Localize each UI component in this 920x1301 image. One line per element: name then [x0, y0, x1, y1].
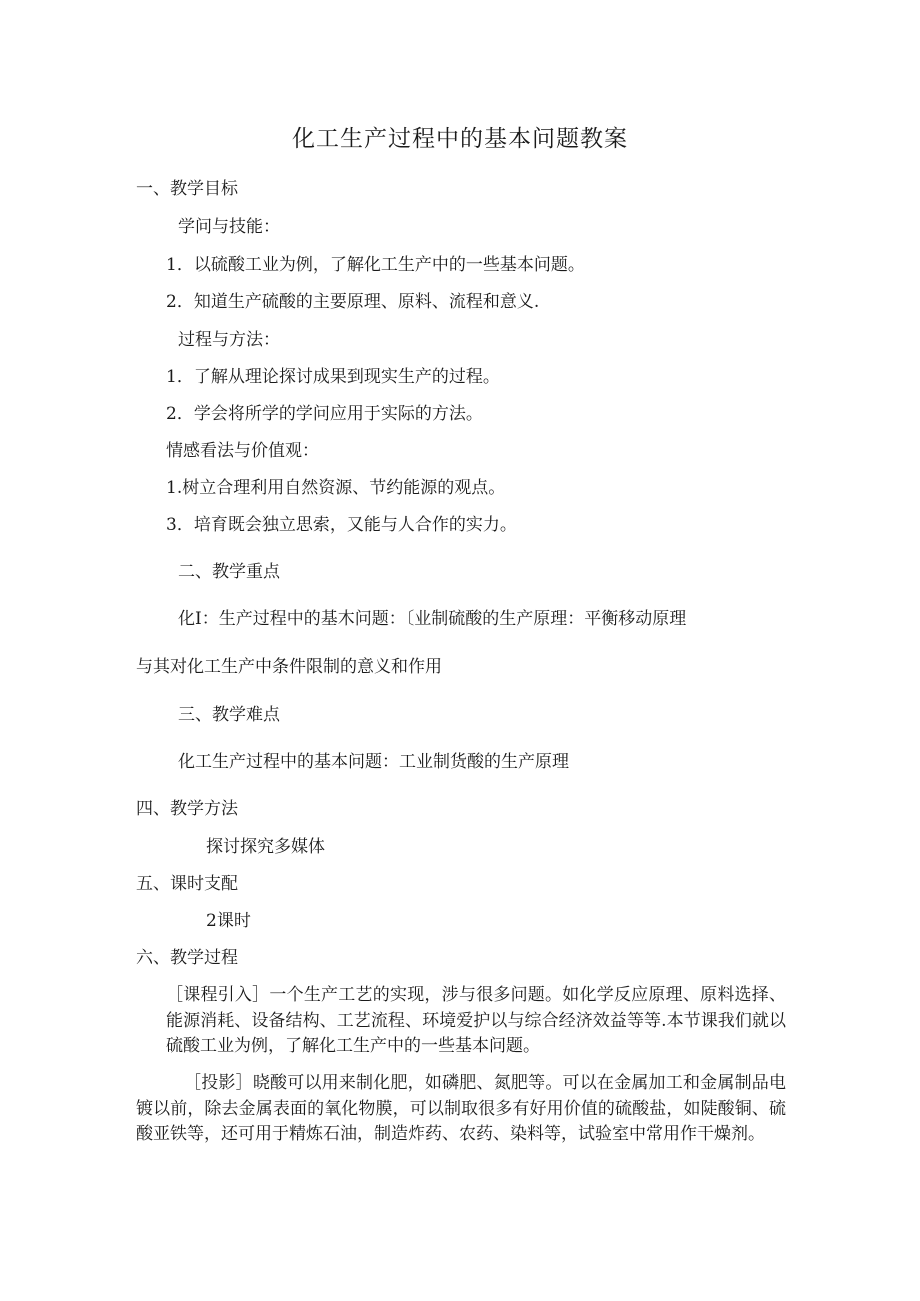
key-points-text: 化I：生产过程中的基木问题：〔业制硫酸的生产原理：平衡移动原理: [178, 609, 687, 629]
section-heading-key-points: 二、教学重点: [178, 562, 280, 582]
difficulties-text: 化工生产过程中的基本问题：工业制货酸的生产原理: [178, 752, 569, 772]
intro-paragraph: ［课程引入］一个生产工艺的实现，涉与很多问题。如化学反应原理、原料选择、能源消耗、设备结构、工艺流程、环境爱护以与综合经济效益等等.本节课我们就以硫酸工业为例，了解化工生产中的一些基本问题。: [166, 985, 786, 1056]
section-heading-methods: 四、教学方法: [136, 799, 238, 819]
projection-paragraph: ［投影］晓酸可以用来制化肥，如磷肥、氮肥等。可以在金属加工和金属制品电镀以前，除去金属表面的氧化物膜，可以制取很多有好用价值的硫酸盐，如陡酸铜、硫酸亚铁等，还可用于精炼石油，制造炸药、农药、染料等，试验室中常用作干燥剂。: [136, 1073, 786, 1144]
section-heading-objectives: 一、教学目标: [136, 179, 238, 199]
section-heading-process: 六、教学过程: [136, 948, 238, 968]
objective-item: 2．知道生产硫酸的主要原理、原料、流程和意义.: [166, 292, 540, 312]
section-heading-schedule: 五、课时支配: [136, 874, 238, 894]
subheading-emotion-values: 情感看法与价值观：: [166, 441, 319, 461]
objective-item: 1．了解从理论探讨成果到现实生产的过程。: [166, 367, 500, 387]
document-title: 化工生产过程中的基本问题教案: [292, 126, 628, 152]
section-heading-difficulties: 三、教学难点: [178, 705, 280, 725]
key-points-text-continued: 与其对化工生产中条件限制的意义和作用: [136, 657, 442, 677]
objective-item: 3．培育既会独立思索，又能与人合作的实力。: [166, 515, 517, 535]
objective-item: 1.树立合理利用自然资源、节约能源的观点。: [166, 478, 506, 498]
schedule-text: 2课时: [206, 911, 251, 931]
objective-item: 1．以硫酸工业为例，了解化工生产中的一些基本问题。: [166, 255, 585, 275]
methods-text: 探讨探究多媒体: [206, 837, 325, 857]
objective-item: 2．学会将所学的学问应用于实际的方法。: [166, 404, 483, 424]
subheading-knowledge-skills: 学问与技能：: [178, 217, 280, 237]
subheading-process-methods: 过程与方法：: [178, 330, 280, 350]
